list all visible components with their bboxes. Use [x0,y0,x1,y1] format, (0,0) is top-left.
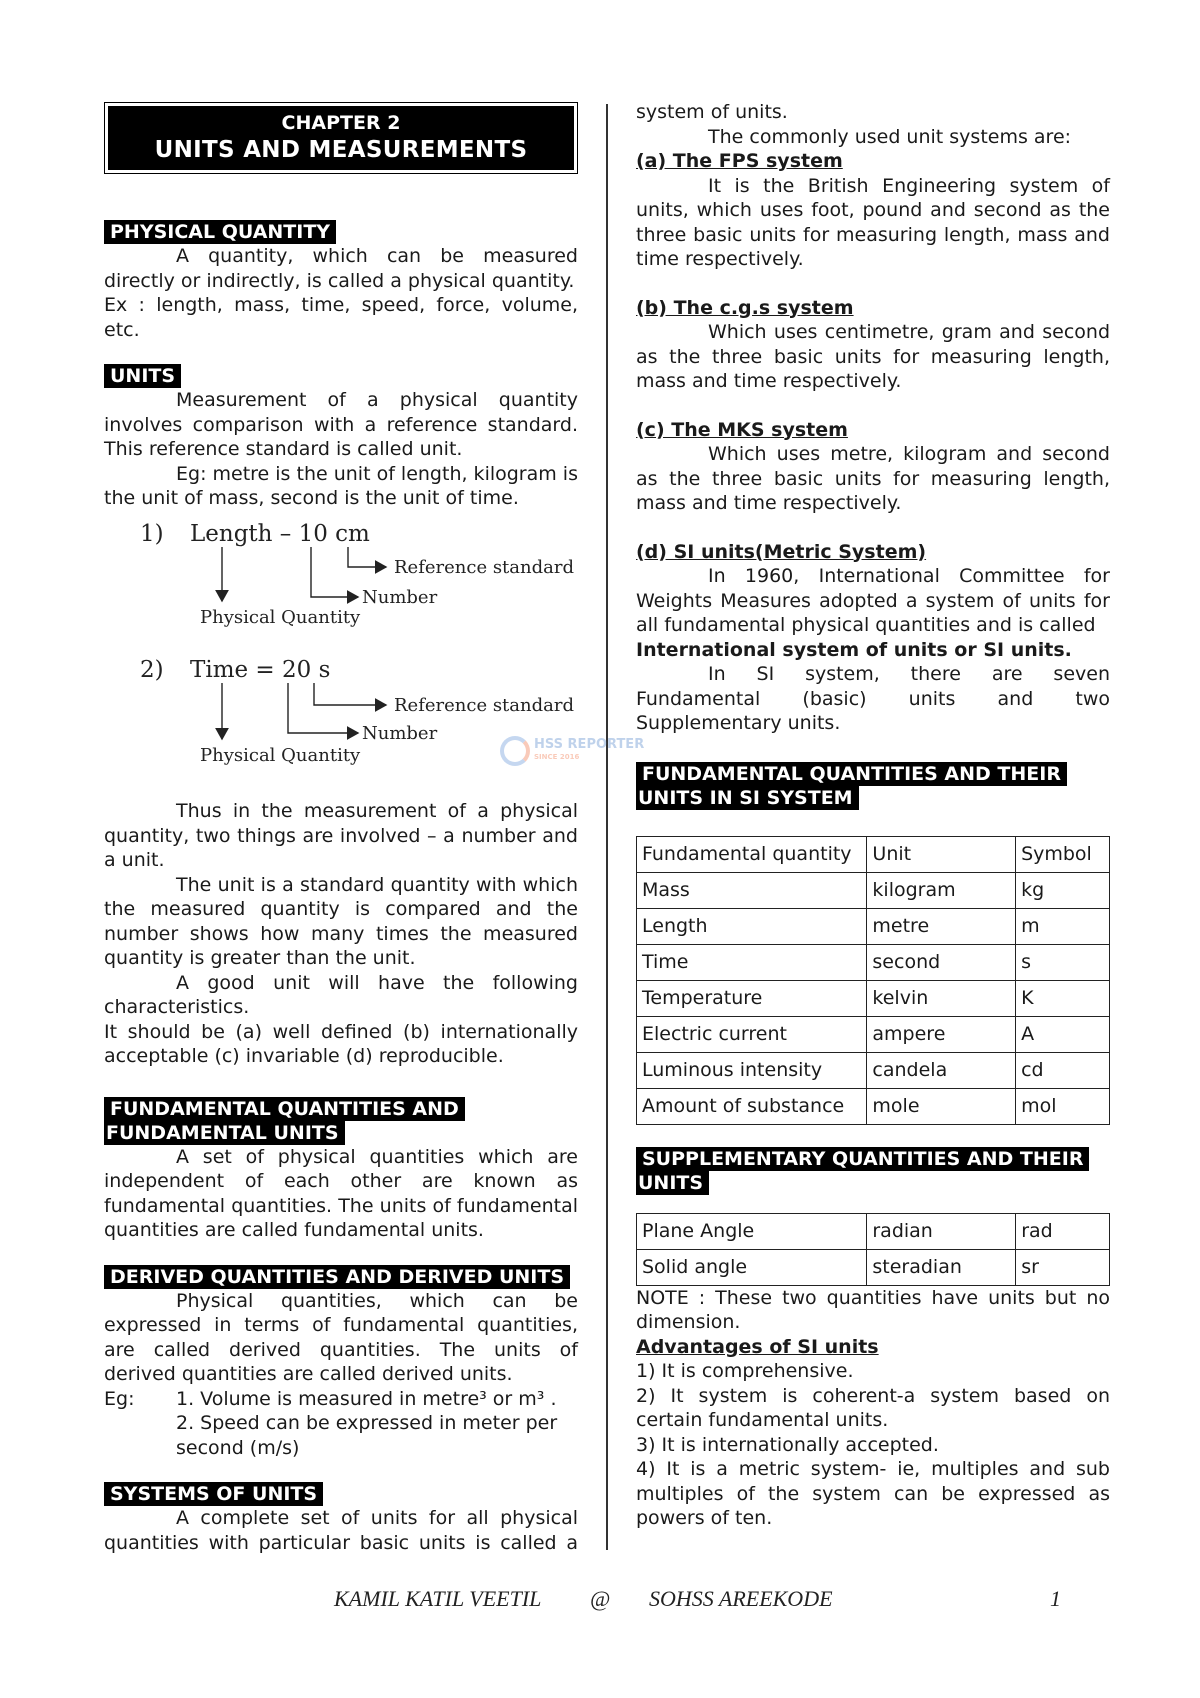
footer-author: KAMIL KATIL VEETIL [334,1586,542,1611]
derived-section [104,1265,578,1461]
paragraph: Eg: metre is the unit of length, kilogram is the unit of mass, second is the unit of time. [104,462,578,509]
table-cell: A [1016,1016,1110,1052]
watermark-tagline: SINCE 2016 [534,753,580,761]
reference-label: Reference standard [394,556,574,578]
table-row [637,1249,1110,1285]
paragraph: Ex : length, mass, time, speed, force, volume, etc. [104,294,578,341]
section-heading: UNITS [636,1171,709,1195]
si-section [636,540,1110,736]
watermark-name: HSS REPORTER [534,737,645,752]
table-cell: mole [867,1088,1016,1124]
paragraph: In SI system, there are seven Fundamental (basic) units and two Supplementary units. [636,663,1110,734]
subsection-heading: Advantages of SI units [636,1335,879,1358]
list-item: 1) It is comprehensive. [636,1360,854,1382]
table-cell: mol [1016,1088,1110,1124]
section-heading: SYSTEMS OF UNITS [104,1482,323,1506]
section-heading: FUNDAMENTAL QUANTITIES AND THEIR [636,762,1067,786]
quantity-label: Physical Quantity [200,606,361,628]
table-row [637,944,1110,980]
subsection-heading: (a) The FPS system [636,150,843,172]
quantity-label: Physical Quantity [200,744,361,766]
table-cell: Plane Angle [637,1213,867,1249]
section-heading: SUPPLEMENTARY QUANTITIES AND THEIR [636,1147,1089,1171]
paragraph: system of units. [636,101,788,123]
table-cell: Mass [637,872,867,908]
table-row [637,1088,1110,1124]
fundamental-table-section [636,762,1110,1125]
table-cell: Temperature [637,980,867,1016]
table-cell: Time [637,944,867,980]
advantages-section [636,1335,1110,1531]
list-item: 4) It is a metric system- ie, multiples and sub multiples of the system can be expressed as powers of ten. [636,1458,1110,1529]
note: NOTE : These two quantities have units but no dimension. [636,1286,1110,1333]
table-cell: Solid angle [637,1249,867,1285]
table-cell: kelvin [867,980,1016,1016]
table-row [637,980,1110,1016]
page-number: 1 [1050,1586,1061,1611]
table-cell: rad [1016,1213,1110,1249]
paragraph: Which uses metre, kilogram and second as the three basic units for measuring length, mass and time respectively. [636,443,1110,514]
paragraph: Which uses centimetre, gram and second as the three basic units for measuring length, mass and time respectively. [636,321,1110,392]
example-number: 1) [140,520,164,547]
table-row [637,1213,1110,1249]
paragraph: A complete set of units for all physical quantities with particular basic units is called a [104,1507,578,1554]
advantages-list [636,1359,1110,1531]
table-cell: metre [867,908,1016,944]
paragraph: The unit is a standard quantity with which the measured quantity is compared and the number shows how many times the measured quantity is greater than the unit. [104,873,578,969]
example-expression: Length – 10 cm [190,520,370,547]
watermark-logo [500,736,644,766]
table-cell: kilogram [867,872,1016,908]
example-item: 1. Volume is measured in metre³ or m³ . [176,1387,557,1410]
table-row [637,908,1110,944]
table-cell: Luminous intensity [637,1052,867,1088]
table-cell: Amount of substance [637,1088,867,1124]
list-item: 2) It system is coherent-a system based on certain fundamental units. [636,1384,1110,1431]
section-heading: DERIVED QUANTITIES AND DERIVED UNITS [104,1265,570,1289]
paragraph: It is the British Engineering system of units, which uses foot, pound and second as the three basic units for measuring length, mass and time respectively. [636,174,1110,270]
table-cell: Length [637,908,867,944]
reference-label: Reference standard [394,694,574,716]
chapter-title: UNITS AND MEASUREMENTS [154,137,528,163]
table-row [637,836,1110,872]
section-heading: PHYSICAL QUANTITY [104,220,336,244]
column-divider [606,104,608,1550]
example-number: 2) [140,656,164,683]
physical-quantity-section [104,220,578,342]
paragraph: A quantity, which can be measured directly or indirectly, is called a physical quantity. [104,245,578,292]
example-item: 2. Speed can be expressed in meter per second (m/s) [176,1412,558,1459]
table-cell: Fundamental quantity [637,836,867,872]
number-arrow [288,683,358,733]
table-cell: Unit [867,836,1016,872]
systems-section [104,1482,578,1555]
table-cell: radian [867,1213,1016,1249]
supplementary-units-table [636,1213,1110,1286]
table-row [637,1016,1110,1052]
subsection-heading: (d) SI units(Metric System) [636,540,927,563]
table-cell: K [1016,980,1110,1016]
left-column [104,100,578,1555]
right-column [636,100,1110,1531]
section-heading: FUNDAMENTAL QUANTITIES AND [104,1097,465,1121]
number-arrow [311,547,358,597]
reference-arrow [314,683,386,705]
emphasis-text: International system of units or SI units. [636,638,1072,661]
fundamental-units-table [636,836,1110,1125]
section-heading: FUNDAMENTAL UNITS [104,1121,345,1145]
cgs-section [636,296,1110,394]
fundamental-section [104,1097,578,1243]
mks-section [636,418,1110,516]
table-cell: kg [1016,872,1110,908]
table-cell: s [1016,944,1110,980]
paragraph: The commonly used unit systems are: [708,125,1072,148]
subsection-heading: (b) The c.g.s system [636,296,854,319]
footer-school: SOHSS AREEKODE [649,1586,833,1611]
fps-section [636,149,1110,272]
table-cell: cd [1016,1052,1110,1088]
table-row [637,1052,1110,1088]
example-expression: Time = 20 s [190,656,331,683]
table-row [637,872,1110,908]
chapter-number: CHAPTER 2 [281,112,401,134]
logo-icon [500,736,530,766]
section-heading: UNITS IN SI SYSTEM [636,786,859,810]
units-section [104,364,578,511]
paragraph: A set of physical quantities which are independent of each other are known as fundamental quantities. The units of fundamental quantities are called fundamental units. [104,1145,578,1241]
table-cell: candela [867,1052,1016,1088]
supplementary-table-section [636,1147,1110,1286]
chapter-title-box [104,102,578,174]
example-list [104,1387,578,1412]
section-heading: UNITS [104,364,181,388]
list-item: 3) It is internationally accepted. [636,1433,939,1456]
paragraph: In 1960, International Committee for Weights Measures adopted a system of units for all fundamental physical quantities and is called [636,565,1110,636]
paragraph: Measurement of a physical quantity involves comparison with a reference standard. This reference standard is called unit. [104,389,578,460]
measurement-explanation [104,799,578,1069]
number-label: Number [362,586,438,608]
paragraph: Physical quantities, which can be expressed in terms of fundamental quantities, are called derived quantities. The units of derived quantities are called derived units. [104,1289,578,1385]
table-cell: Electric current [637,1016,867,1052]
paragraph: It should be (a) well defined (b) internationally acceptable (c) invariable (d) reproducible. [104,1020,578,1067]
example-label: Eg: [104,1387,135,1410]
subsection-heading: (c) The MKS system [636,418,848,441]
table-cell: Symbol [1016,836,1110,872]
table-cell: sr [1016,1249,1110,1285]
paragraph: Thus in the measurement of a physical quantity, two things are involved – a number and a unit. [104,800,578,871]
table-cell: m [1016,908,1110,944]
table-cell: ampere [867,1016,1016,1052]
number-label: Number [362,722,438,744]
reference-arrow [348,547,386,567]
table-cell: steradian [867,1249,1016,1285]
paragraph: A good unit will have the following characteristics. [104,971,578,1018]
footer-at: @ [590,1586,611,1611]
table-cell: second [867,944,1016,980]
